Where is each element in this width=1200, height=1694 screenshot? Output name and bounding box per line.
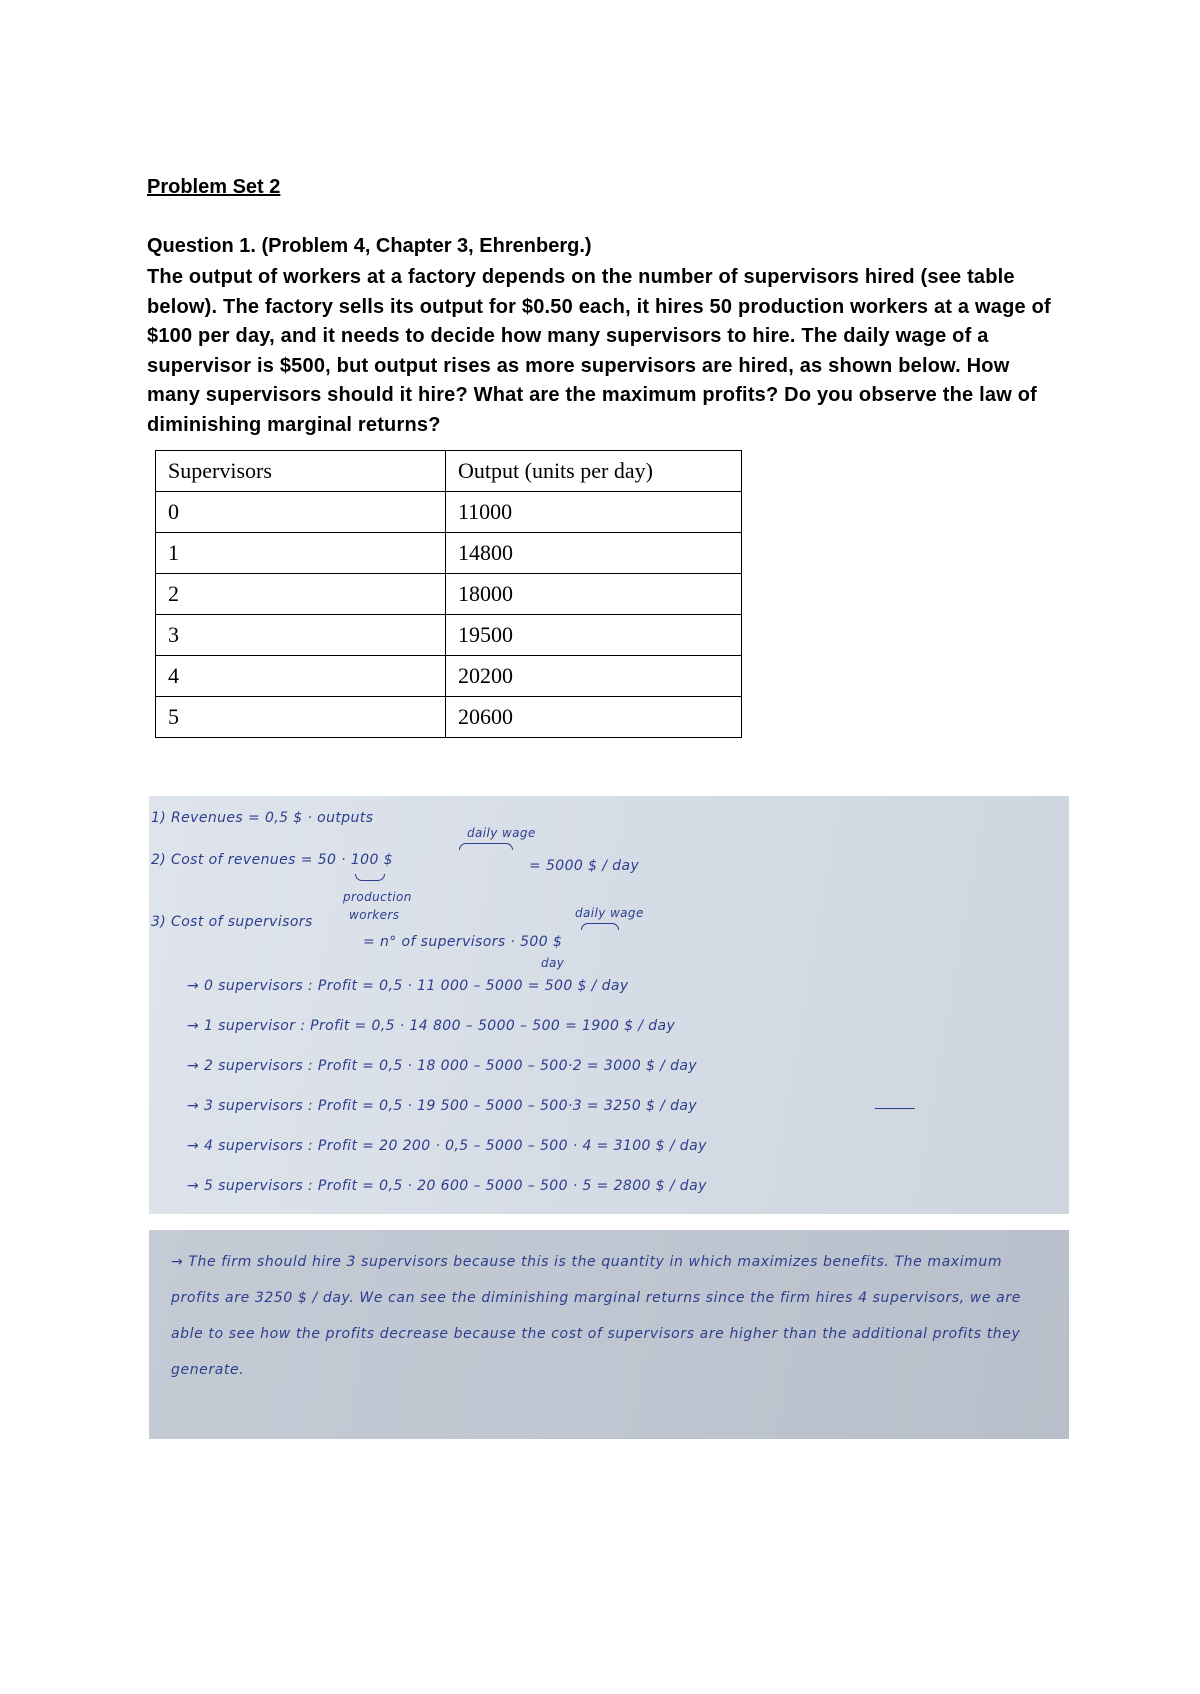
hw-profit-4-supervisors: → 4 supervisors : Profit = 20 200 · 0,5 – 5000 – 500 · 4 = 3100 $ / day — [187, 1138, 707, 1154]
hw-cost-revenues-result: = 5000 $ / day — [529, 858, 640, 874]
cell-output: 18000 — [446, 574, 742, 615]
hw-profit-5-supervisors: → 5 supervisors : Profit = 0,5 · 20 600 – 5000 – 500 · 5 = 2800 $ / day — [187, 1178, 707, 1194]
table-row — [156, 533, 742, 574]
header-supervisors: Supervisors — [156, 451, 446, 492]
table-row — [156, 492, 742, 533]
page-title: Problem Set 2 — [147, 176, 281, 198]
hw-profit-3-supervisors: → 3 supervisors : Profit = 0,5 · 19 500 – 5000 – 500·3 = 3250 $ / day — [187, 1098, 698, 1114]
cell-output: 19500 — [446, 615, 742, 656]
table-row — [156, 656, 742, 697]
cell-output: 20600 — [446, 697, 742, 738]
hw-profit-1-supervisor: → 1 supervisor : Profit = 0,5 · 14 800 – 5000 – 500 = 1900 $ / day — [187, 1018, 676, 1034]
hw-highlight-dash — [875, 1108, 915, 1109]
question-heading: Question 1. (Problem 4, Chapter 3, Ehrenberg.) — [147, 235, 592, 257]
hw-day-label: day — [541, 956, 565, 970]
header-output: Output (units per day) — [446, 451, 742, 492]
supervisors-output-table — [155, 450, 742, 738]
hw-conclusion-text: → The firm should hire 3 supervisors because this is the quantity in which maximizes benefits. The maximum profits are 3250 $ / day. We can see the diminishing marginal returns since the firm hires 4 supervisors, we are able to see how the profits decrease because the cost of supervisors are higher than the additional profits they generate. — [171, 1254, 1021, 1378]
hw-profit-2-supervisors: → 2 supervisors : Profit = 0,5 · 18 000 – 5000 – 500·2 = 3000 $ / day — [187, 1058, 698, 1074]
handwritten-conclusion-photo — [149, 1230, 1069, 1439]
hw-profit-0-supervisors: → 0 supervisors : Profit = 0,5 · 11 000 – 5000 = 500 $ / day — [187, 978, 629, 994]
cell-output: 11000 — [446, 492, 742, 533]
hw-production-label: production — [343, 890, 412, 904]
cell-supervisors: 2 — [156, 574, 446, 615]
cell-supervisors: 4 — [156, 656, 446, 697]
table-row — [156, 697, 742, 738]
hw-brace — [459, 843, 513, 850]
cell-supervisors: 3 — [156, 615, 446, 656]
hw-brace — [581, 923, 619, 930]
cell-output: 20200 — [446, 656, 742, 697]
cell-supervisors: 1 — [156, 533, 446, 574]
cell-supervisors: 0 — [156, 492, 446, 533]
hw-cost-supervisors-label: 3) Cost of supervisors — [151, 914, 313, 930]
hw-brace — [355, 874, 385, 881]
hw-revenues-line: 1) Revenues = 0,5 $ · outputs — [151, 810, 374, 826]
hw-daily-wage-label: daily wage — [467, 826, 536, 840]
table-header-row — [156, 451, 742, 492]
handwritten-calculations-photo — [149, 796, 1069, 1214]
cell-supervisors: 5 — [156, 697, 446, 738]
hw-cost-supervisors-formula: = n° of supervisors · 500 $ — [363, 934, 563, 950]
cell-output: 14800 — [446, 533, 742, 574]
hw-workers-label: workers — [349, 908, 400, 922]
hw-cost-revenues-line: 2) Cost of revenues = 50 · 100 $ — [151, 852, 393, 868]
question-body: The output of workers at a factory depends on the number of supervisors hired (see table below). The factory sells its output for $0.50 each, it hires 50 production workers at a wage of $100 per day, and it needs to decide how many supervisors to hire. The daily wage of a supervisor is $500, but output rises as more supervisors are hired, as shown below. How many supervisors should it hire? What are the maximum profits? Do you observe the law of diminishing marginal returns? — [147, 266, 1051, 436]
table-row — [156, 574, 742, 615]
table-row — [156, 615, 742, 656]
hw-daily-wage-label-2: daily wage — [575, 906, 644, 920]
